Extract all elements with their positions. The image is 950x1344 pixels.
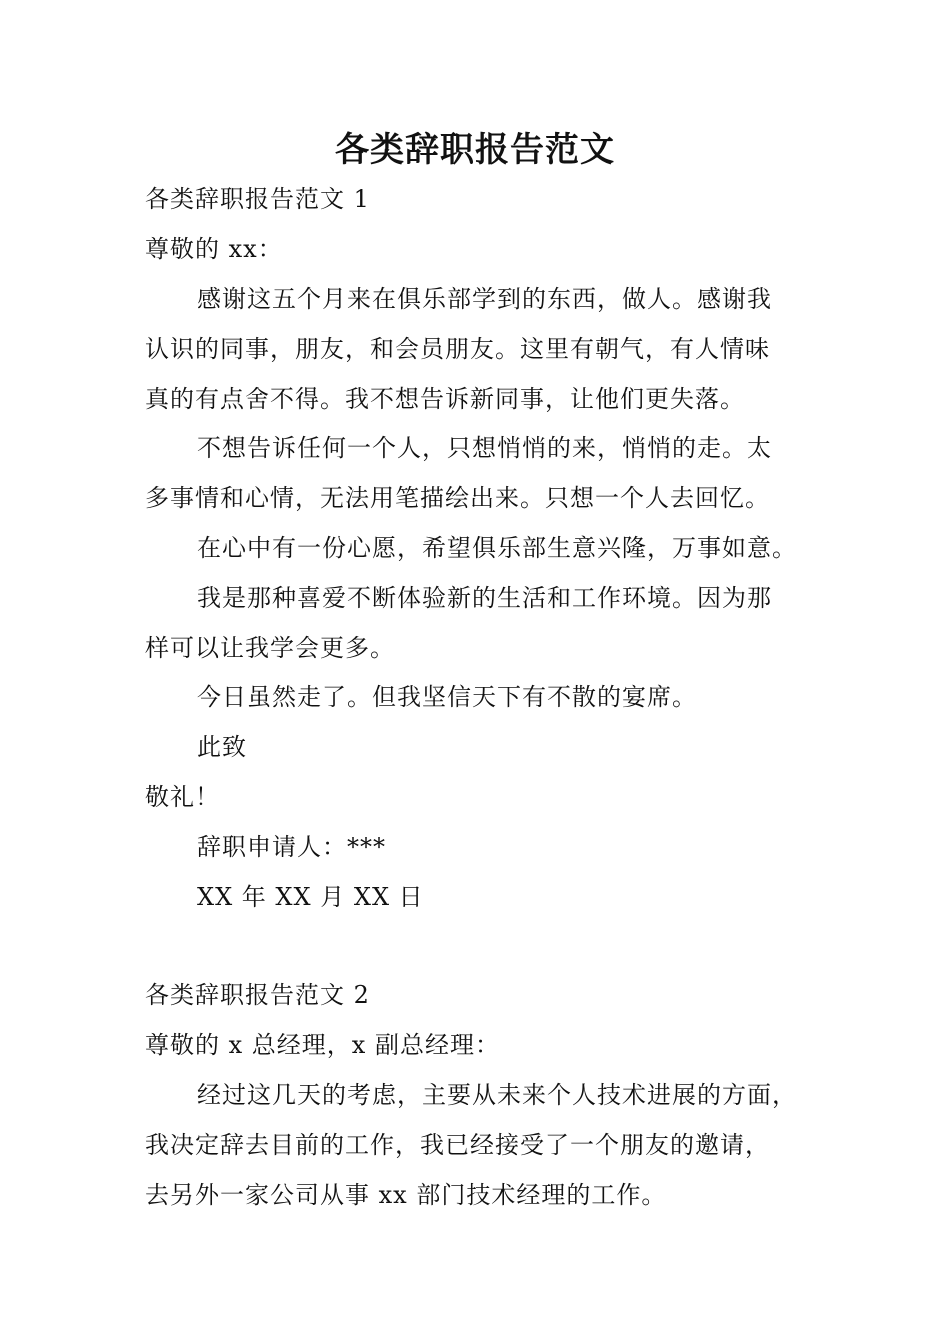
section1-paragraph5: 今日虽然走了。但我坚信天下有不散的宴席。 [197, 683, 697, 711]
section2-salutation: 尊敬的 x 总经理，x 副总经理： [145, 1031, 500, 1059]
date-line: XX 年 XX 月 XX 日 [197, 883, 424, 911]
section2-paragraph1-line3: 去另外一家公司从事 xx 部门技术经理的工作。 [145, 1181, 667, 1209]
signature-line: 辞职申请人：*** [197, 833, 386, 861]
section2-heading: 各类辞职报告范文 2 [145, 981, 370, 1009]
section1-paragraph1-line3: 真的有点舍不得。我不想告诉新同事，让他们更失落。 [145, 385, 745, 413]
section1-salutation: 尊敬的 xx： [145, 235, 283, 263]
section1-paragraph4-line1: 我是那种喜爱不断体验新的生活和工作环境。因为那 [197, 584, 772, 612]
closing-ci-zhi: 此致 [197, 733, 247, 761]
section1-paragraph1-line1: 感谢这五个月来在俱乐部学到的东西，做人。感谢我 [197, 285, 772, 313]
section1-heading: 各类辞职报告范文 1 [145, 185, 370, 213]
section2-paragraph1-line1: 经过这几天的考虑，主要从未来个人技术进展的方面， [197, 1081, 797, 1109]
document-title: 各类辞职报告范文 [335, 130, 615, 170]
closing-jing-li: 敬礼！ [145, 783, 220, 811]
section2-paragraph1-line2: 我决定辞去目前的工作，我已经接受了一个朋友的邀请， [145, 1131, 770, 1159]
section1-paragraph2-line1: 不想告诉任何一个人，只想悄悄的来，悄悄的走。太 [197, 434, 772, 462]
section1-paragraph1-line2: 认识的同事，朋友，和会员朋友。这里有朝气，有人情味 [145, 335, 770, 363]
section1-paragraph3: 在心中有一份心愿，希望俱乐部生意兴隆，万事如意。 [197, 534, 797, 562]
section1-paragraph4-line2: 样可以让我学会更多。 [145, 634, 395, 662]
section1-paragraph2-line2: 多事情和心情，无法用笔描绘出来。只想一个人去回忆。 [145, 484, 770, 512]
